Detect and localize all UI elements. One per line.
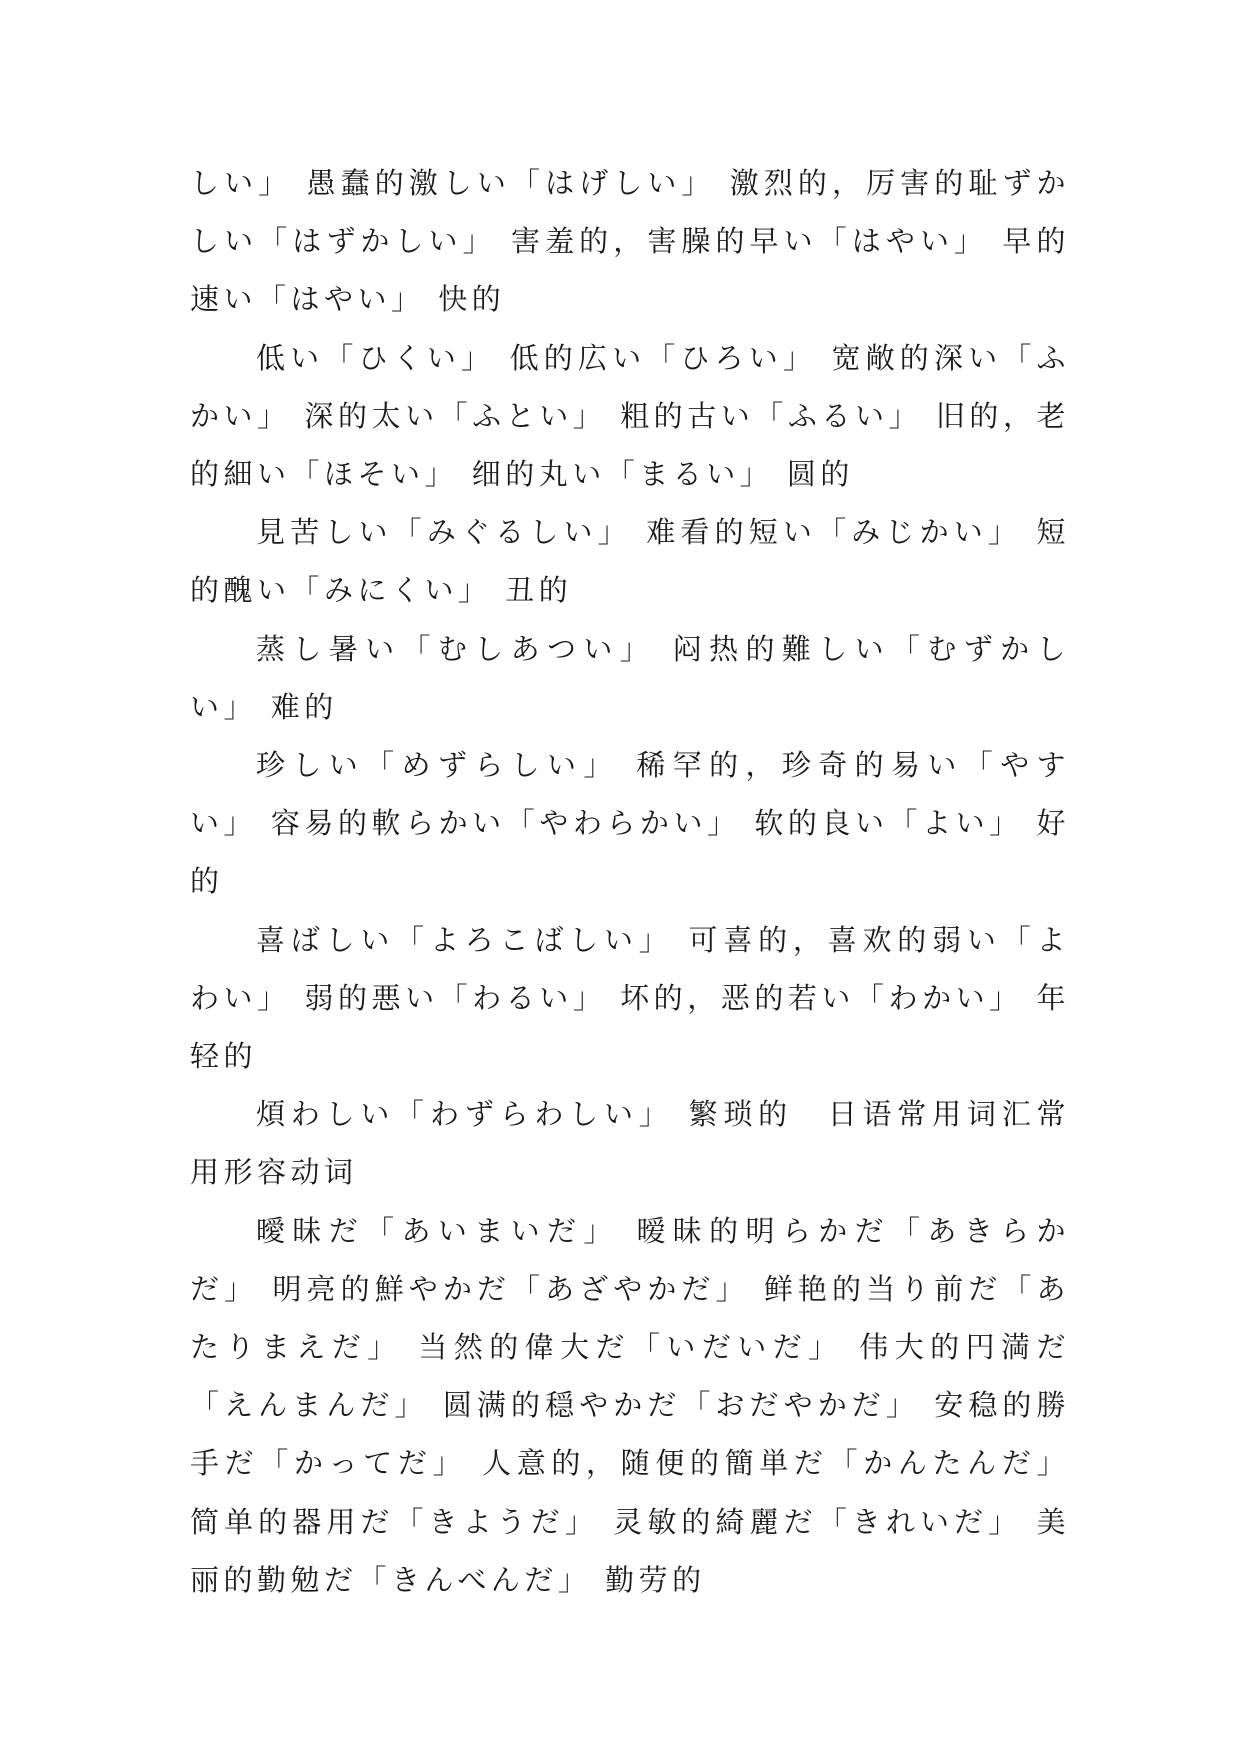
paragraph: 珍しい「めずらしい」 稀罕的，珍奇的易い「やすい」 容易的軟らかい「やわらかい」 软的良い「よい」 好的 (190, 748, 1070, 899)
paragraph: 見苦しい「みぐるしい」 难看的短い「みじかい」 短的醜い「みにくい」 丑的 (190, 515, 1070, 608)
paragraph: 蒸し暑い「むしあつい」 闷热的難しい「むずかしい」 难的 (190, 631, 1070, 724)
document-body (190, 154, 1070, 1609)
paragraph: 低い「ひくい」 低的広い「ひろい」 宽敞的深い「ふかい」 深的太い「ふとい」 粗的古い「ふるい」 旧的，老的細い「ほそい」 细的丸い「まるい」 圆的 (190, 340, 1070, 492)
paragraph: しい」 愚蠢的激しい「はげしい」 激烈的，厉害的耻ずかしい「はずかしい」 害羞的，害臊的早い「はやい」 早的速い「はやい」 快的 (190, 166, 1070, 317)
paragraph: 喜ばしい「よろこばしい」 可喜的，喜欢的弱い「よわい」 弱的悪い「わるい」 坏的，恶的若い「わかい」 年轻的 (190, 922, 1070, 1074)
paragraph: 曖昧だ「あいまいだ」 暧昧的明らかだ「あきらかだ」 明亮的鮮やかだ「あざやかだ」 鲜艳的当り前だ「あたりまえだ」 当然的偉大だ「いだいだ」 伟大的円満だ「えんまんだ」 圆满的穏やかだ「おだやかだ」 安稳的勝手だ「かってだ」 人意的，随便的簡単だ「かんたんだ」 简单的器用だ「きようだ」 灵敏的綺麗だ「きれいだ」 美丽的勤勉だ「きんべんだ」 勤劳的 (190, 1213, 1070, 1597)
paragraph: 煩わしい「わずらわしい」 繁琐的 日语常用词汇常用形容动词 (190, 1097, 1070, 1190)
